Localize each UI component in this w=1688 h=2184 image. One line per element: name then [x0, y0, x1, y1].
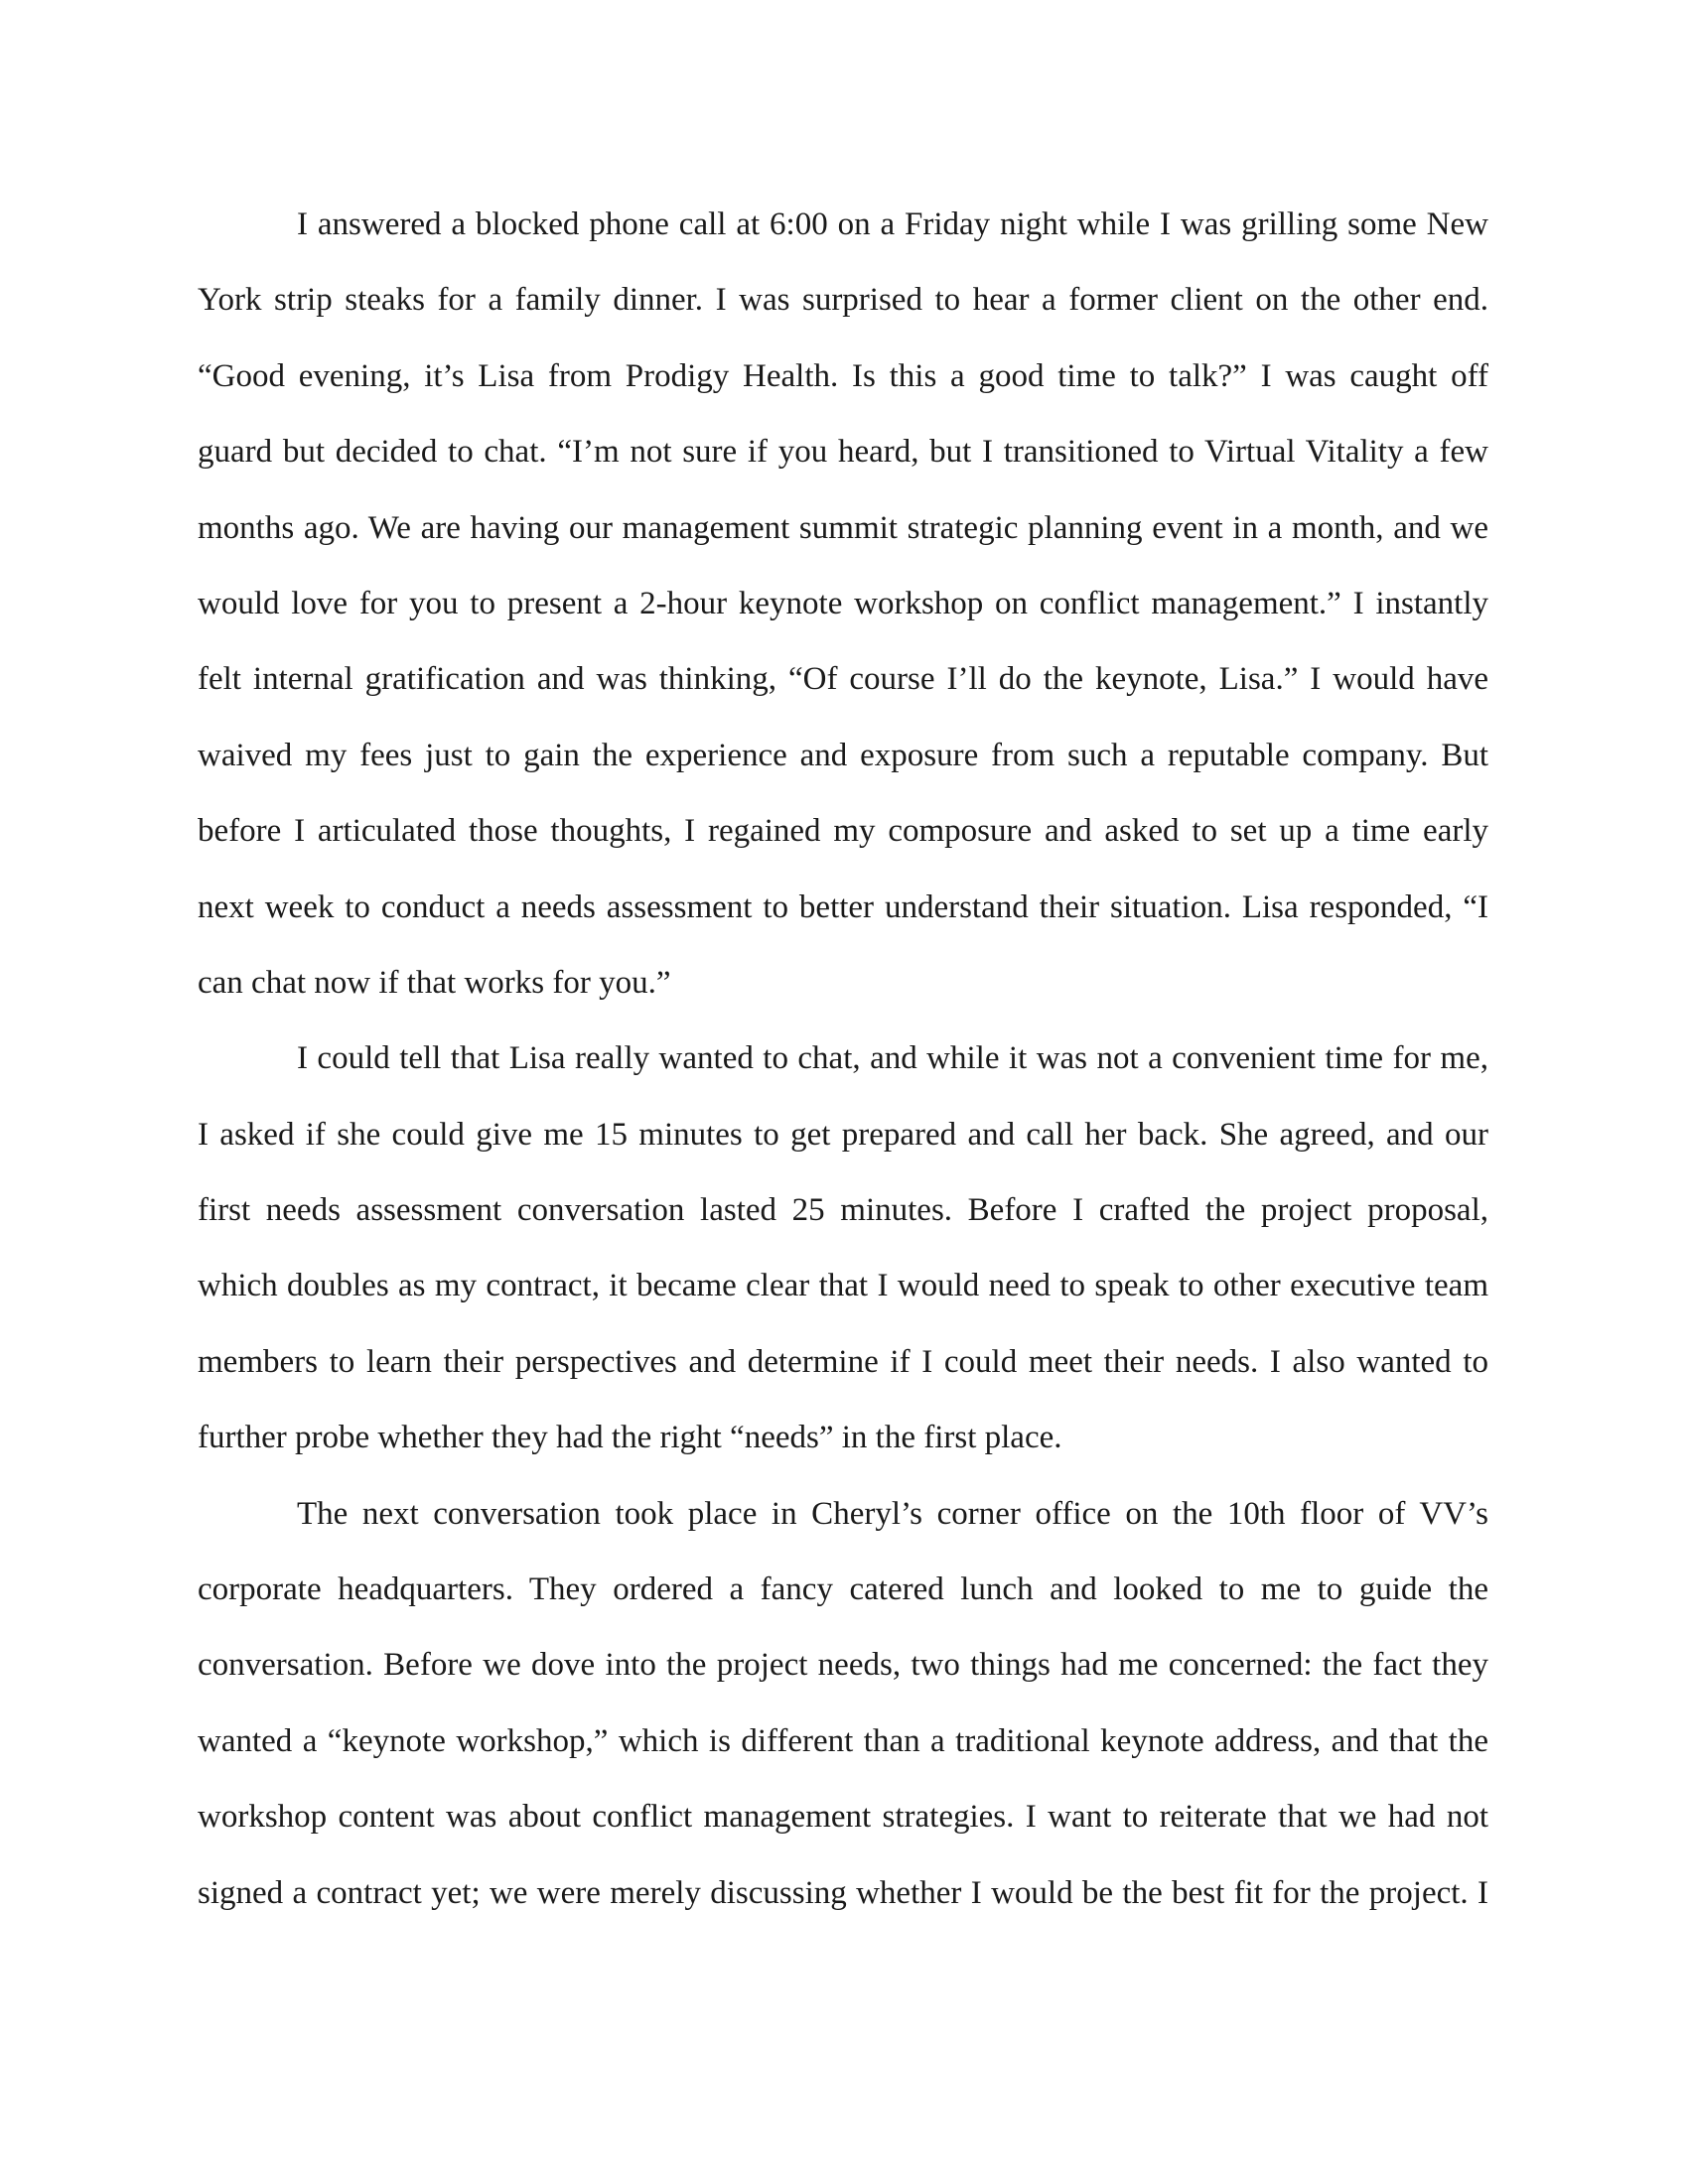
paragraph-1-line-1: I answered a blocked phone call at 6:00 on a Friday night while I was grilling some New [297, 206, 1488, 242]
paragraph-1-line-7: felt internal gratification and was thinking, “Of course I’ll do the keynote, Lisa.” I would have [198, 661, 1488, 698]
paragraph-3-line-3: conversation. Before we dove into the project needs, two things had me concerned: the fact they [198, 1647, 1488, 1684]
paragraph-1-line-3: “Good evening, it’s Lisa from Prodigy Health. Is this a good time to talk?” I was caught off [198, 357, 1488, 394]
paragraph-2-line-2: I asked if she could give me 15 minutes to get prepared and call her back. She agreed, and our [198, 1116, 1488, 1153]
paragraph-2-line-3: first needs assessment conversation lasted 25 minutes. Before I crafted the project proposal, [198, 1192, 1488, 1229]
paragraph-1-line-10: next week to conduct a needs assessment to better understand their situation. Lisa responded, “I [198, 888, 1488, 925]
paragraph-3-line-6: signed a contract yet; we were merely discussing whether I would be the best fit for the project. I [198, 1874, 1488, 1911]
paragraph-1-line-2: York strip steaks for a family dinner. I was surprised to hear a former client on the other end. [198, 282, 1488, 319]
paragraph-1-line-5: months ago. We are having our management summit strategic planning event in a month, and we [198, 509, 1488, 546]
paragraph-3-line-5: workshop content was about conflict management strategies. I want to reiterate that we had not [198, 1799, 1488, 1836]
paragraph-1-line-9: before I articulated those thoughts, I regained my composure and asked to set up a time early [198, 813, 1488, 850]
paragraph-1-line-4: guard but decided to chat. “I’m not sure if you heard, but I transitioned to Virtual Vitality a few [198, 434, 1488, 471]
paragraph-2-line-1: I could tell that Lisa really wanted to chat, and while it was not a convenient time for me, [297, 1040, 1488, 1077]
paragraph-1-line-11: can chat now if that works for you.” [198, 964, 671, 1001]
paragraph-2-line-5: members to learn their perspectives and determine if I could meet their needs. I also wanted to [198, 1343, 1488, 1380]
paragraph-3-line-1: The next conversation took place in Cheryl’s corner office on the 10th floor of VV’s [297, 1495, 1488, 1532]
paragraph-1-line-6: would love for you to present a 2-hour keynote workshop on conflict management.” I instantly [198, 585, 1488, 621]
paragraph-3-line-4: wanted a “keynote workshop,” which is different than a traditional keynote address, and that the [198, 1722, 1488, 1759]
paragraph-2-line-6: further probe whether they had the right “needs” in the first place. [198, 1420, 1062, 1456]
body-text [198, 187, 1488, 1931]
paragraph-1-line-8: waived my fees just to gain the experience and exposure from such a reputable company. But [198, 737, 1488, 773]
paragraph-2-line-4: which doubles as my contract, it became clear that I would need to speak to other executive team [198, 1268, 1488, 1304]
paragraph-3-line-2: corporate headquarters. They ordered a fancy catered lunch and looked to me to guide the [198, 1571, 1488, 1608]
